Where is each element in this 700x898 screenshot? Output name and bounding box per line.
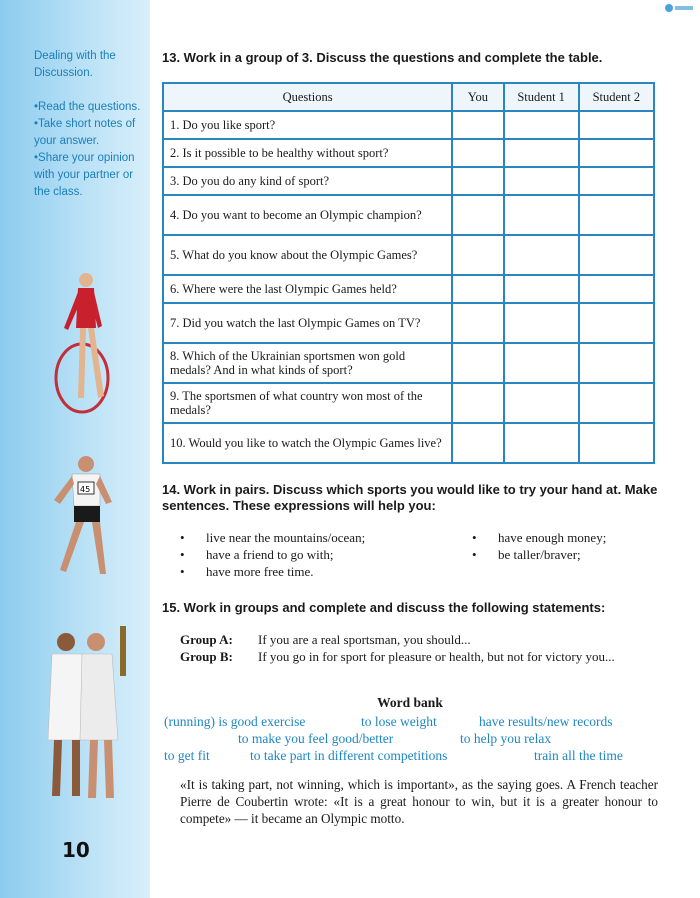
question-cell (163, 423, 452, 463)
answer-cell[interactable] (504, 343, 579, 383)
answer-cell[interactable] (504, 167, 579, 195)
answer-cell[interactable] (579, 423, 654, 463)
question-text: The sportsmen of what country won most of the medals? (170, 389, 423, 417)
question-text: Do you want to become an Olympic champion? (182, 208, 422, 222)
table-row (163, 303, 654, 343)
table-row (163, 111, 654, 139)
question-number: 6. (170, 282, 180, 296)
answer-cell[interactable] (579, 275, 654, 303)
answer-cell[interactable] (579, 235, 654, 275)
header-student-1: Student 1 (504, 83, 579, 111)
word-bank-item: train all the time (534, 748, 623, 763)
table-row (163, 423, 654, 463)
question-cell (163, 167, 452, 195)
table-row (163, 167, 654, 195)
table-row (163, 383, 654, 423)
word-bank-item: to lose weight (361, 714, 437, 729)
question-number: 9. (170, 389, 180, 403)
task-13-title: 13. Work in a group of 3. Discuss the questions and complete the table. (162, 50, 603, 65)
list-item: • have more free time. (180, 563, 470, 580)
question-text: Do you do any kind of sport? (182, 174, 330, 188)
torch-bearers-illustration (40, 620, 130, 810)
table-row (163, 139, 654, 167)
question-cell (163, 195, 452, 235)
answer-cell[interactable] (452, 111, 503, 139)
table-header-row (163, 83, 654, 111)
question-text: What do you know about the Olympic Games? (182, 248, 418, 262)
answer-cell[interactable] (504, 235, 579, 275)
answer-cell[interactable] (452, 423, 503, 463)
header-you: You (452, 83, 503, 111)
header-student-2: Student 2 (579, 83, 654, 111)
group-a-label: Group A: (180, 632, 233, 647)
answer-cell[interactable] (452, 167, 503, 195)
header-questions: Questions (163, 83, 452, 111)
question-number: 8. (170, 349, 180, 363)
question-number: 2. (170, 146, 180, 160)
answer-cell[interactable] (579, 111, 654, 139)
question-text: Do you like sport? (182, 118, 276, 132)
answer-cell[interactable] (452, 195, 503, 235)
list-item: • have a friend to go with; (180, 546, 470, 563)
word-bank-item: (running) is good exercise (164, 714, 306, 729)
question-cell (163, 343, 452, 383)
group-b-label: Group B: (180, 649, 233, 664)
task-15-title: 15. Work in groups and complete and discuss the following statements: (162, 600, 606, 615)
question-number: 7. (170, 316, 180, 330)
list-item: • be taller/braver; (472, 546, 662, 563)
answer-cell[interactable] (579, 195, 654, 235)
word-bank-title: Word bank (377, 695, 443, 710)
answer-cell[interactable] (579, 139, 654, 167)
question-cell (163, 235, 452, 275)
svg-text:45: 45 (80, 485, 91, 494)
tip-item: • Read the questions. (34, 99, 142, 116)
answer-cell[interactable] (504, 195, 579, 235)
answer-cell[interactable] (579, 167, 654, 195)
answer-cell[interactable] (452, 383, 503, 423)
answer-cell[interactable] (504, 275, 579, 303)
question-cell (163, 275, 452, 303)
answer-cell[interactable] (579, 383, 654, 423)
question-number: 5. (170, 248, 180, 262)
question-number: 3. (170, 174, 180, 188)
sidebar-tip (34, 48, 142, 201)
table-row (163, 235, 654, 275)
gymnast-illustration (42, 268, 122, 418)
quote-paragraph: «It is taking part, not winning, which is important», as the saying goes. A French teacher Pierre de Coubertin wrote: «It is a great honour to win, but it is a greater honour to compete» — it became an Olympic motto. (180, 777, 658, 826)
word-bank-item: to help you relax (460, 731, 552, 746)
table-row (163, 195, 654, 235)
tip-title: Dealing with the Discussion. (34, 50, 116, 79)
group-a-text: If you are a real sportsman, you should... (258, 632, 471, 647)
table-row (163, 343, 654, 383)
question-text: Did you watch the last Olympic Games on TV? (182, 316, 421, 330)
tip-item: • Take short notes of your answer. (34, 116, 142, 150)
word-bank-item: to get fit (164, 748, 210, 763)
list-item: • live near the mountains/ocean; (180, 529, 470, 546)
page-number: 10 (62, 838, 90, 862)
answer-cell[interactable] (452, 235, 503, 275)
table-row (163, 275, 654, 303)
question-cell (163, 303, 452, 343)
tip-item: • Share your opinion with your partner or the class. (34, 150, 142, 201)
list-item: • have enough money; (472, 529, 662, 546)
question-text: Would you like to watch the Olympic Games live? (188, 436, 442, 450)
question-cell (163, 139, 452, 167)
answer-cell[interactable] (504, 423, 579, 463)
question-text: Is it possible to be healthy without sport? (182, 146, 389, 160)
answer-cell[interactable] (579, 303, 654, 343)
answer-cell[interactable] (452, 343, 503, 383)
athlete-illustration (44, 452, 124, 582)
answer-cell[interactable] (452, 275, 503, 303)
word-bank-item: to make you feel good/better (238, 731, 394, 746)
group-b-text: If you go in for sport for pleasure or health, but not for victory you... (258, 649, 615, 664)
questions-table (162, 82, 655, 464)
question-number: 10. (170, 436, 186, 450)
question-cell (163, 383, 452, 423)
answer-cell[interactable] (504, 111, 579, 139)
answer-cell[interactable] (452, 139, 503, 167)
answer-cell[interactable] (504, 303, 579, 343)
word-bank-item: have results/new records (479, 714, 613, 729)
answer-cell[interactable] (452, 303, 503, 343)
answer-cell[interactable] (504, 383, 579, 423)
question-text: Where were the last Olympic Games held? (182, 282, 397, 296)
group-statements (180, 631, 658, 665)
answer-cell[interactable] (579, 343, 654, 383)
task-14-title: 14. Work in pairs. Discuss which sports you would like to try your hand at. Make sentences. These expressions will help you: (162, 482, 658, 513)
question-number: 1. (170, 118, 180, 132)
word-bank-item: to take part in different competitions (250, 748, 448, 763)
answer-cell[interactable] (504, 139, 579, 167)
publisher-logo (664, 2, 694, 14)
question-cell (163, 111, 452, 139)
question-text: Which of the Ukrainian sportsmen won gold medals? And in what kinds of sport? (170, 349, 406, 377)
question-number: 4. (170, 208, 180, 222)
